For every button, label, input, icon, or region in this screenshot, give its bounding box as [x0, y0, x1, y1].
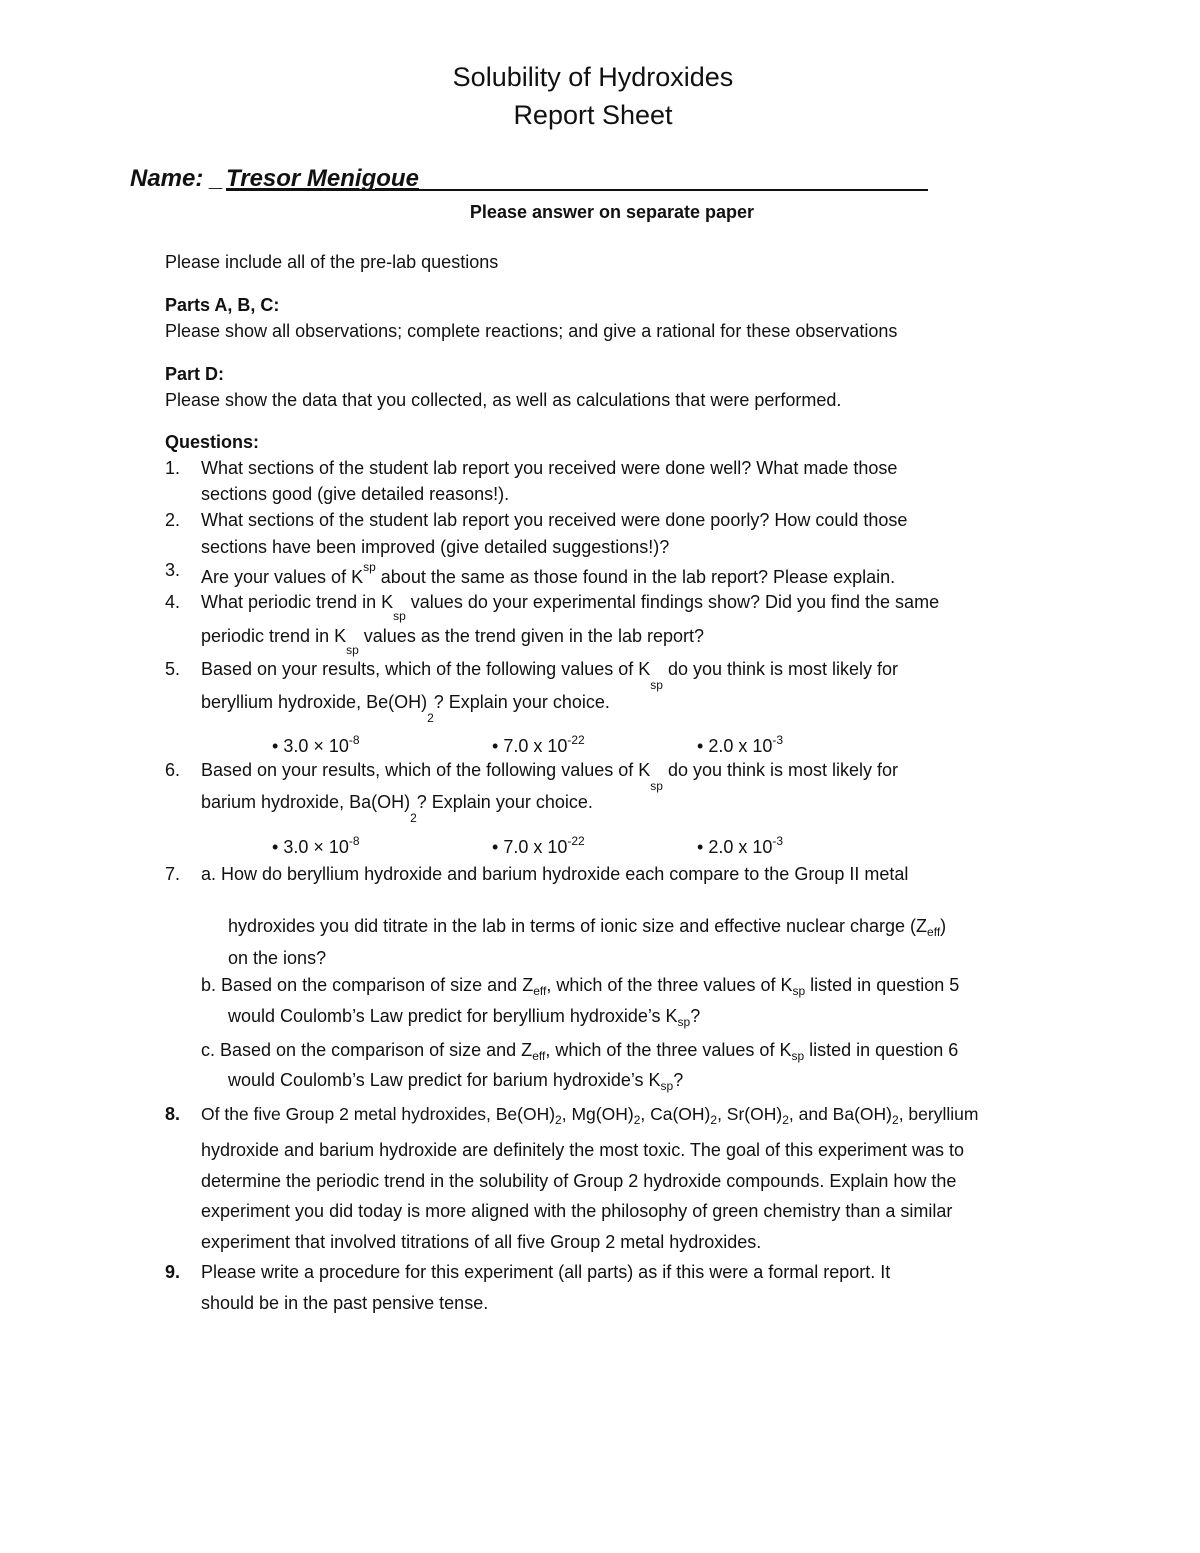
q5-part-d: ? Explain your choice.	[433, 692, 610, 712]
part-d-heading: Part D:	[165, 364, 225, 384]
q1-line-2: sections good (give detailed reasons!).	[201, 484, 510, 504]
option-base: 3.0 × 10	[283, 736, 349, 756]
q7c-subscript-1: eff	[532, 1049, 546, 1063]
q4-part-a: What periodic trend in K	[201, 592, 394, 612]
q8-subscript: 2	[892, 1113, 899, 1127]
q4-line-1	[201, 592, 939, 623]
q5-line-2	[201, 692, 610, 725]
q7b-part-d: would Coulomb’s Law predict for beryllium hydroxide’s K	[228, 1006, 678, 1026]
bullet: •	[272, 837, 279, 857]
q4-number: 4.	[165, 592, 181, 612]
instruction: Please answer on separate paper	[469, 202, 755, 222]
bullet: •	[492, 837, 499, 857]
q7a-subscript: eff	[927, 925, 941, 939]
option-base: 7.0 x 10	[503, 837, 568, 857]
q8-line-5: experiment that involved titrations of all five Group 2 metal hydroxides.	[201, 1232, 762, 1252]
q8-part-c: , Ca(OH)	[640, 1104, 711, 1124]
q5-subscript-2: 2	[427, 711, 434, 725]
q8-number: 8.	[165, 1104, 181, 1124]
name-value: Tresor Menigoue	[226, 165, 419, 192]
q5-part-a: Based on your results, which of the following values of K	[201, 659, 651, 679]
q3-part-2: about the same as those found in the lab report? Please explain.	[375, 567, 896, 587]
q9-line-1: Please write a procedure for this experiment (all parts) as if this were a formal report. It	[201, 1262, 891, 1282]
q9-number: 9.	[165, 1262, 181, 1282]
q5-subscript: sp	[650, 678, 663, 692]
questions-heading: Questions:	[165, 432, 260, 452]
q8-line-4: experiment you did today is more aligned with the philosophy of green chemistry than a similar	[201, 1201, 953, 1221]
q6-part-a: Based on your results, which of the following values of K	[201, 760, 651, 780]
q7b-part-e: ?	[690, 1006, 701, 1026]
option-exponent: -22	[567, 733, 585, 747]
title-line-2: Report Sheet	[513, 100, 673, 130]
q7c-line-1	[201, 1040, 958, 1063]
q6-option-3	[697, 834, 783, 858]
q6-line-2	[201, 792, 593, 825]
option-base: 3.0 × 10	[283, 837, 349, 857]
q7c-part-d: would Coulomb’s Law predict for barium hydroxide’s K	[228, 1070, 661, 1090]
q7a-end: )	[940, 916, 947, 936]
q7-number: 7.	[165, 864, 181, 884]
option-exponent: -8	[348, 733, 360, 747]
q3-subscript: sp	[363, 560, 376, 574]
q8-line-2: hydroxide and barium hydroxide are definitely the most toxic. The goal of this experiment was to	[201, 1140, 965, 1160]
q6-line-1	[201, 760, 898, 793]
q1-line-1: What sections of the student lab report you received were done well? What made those	[201, 458, 898, 478]
q6-part-d: ? Explain your choice.	[416, 792, 593, 812]
q7a-text: hydroxides you did titrate in the lab in terms of ionic size and effective nuclear charge (Z	[228, 916, 928, 936]
q6-part-c: barium hydroxide, Ba(OH)	[201, 792, 411, 812]
parts-abc-heading: Parts A, B, C:	[165, 295, 280, 315]
bullet: •	[697, 736, 704, 756]
q5-option-1	[272, 733, 360, 757]
q5-line-1	[201, 659, 898, 692]
q8-subscript: 2	[782, 1113, 789, 1127]
q4-part-c: periodic trend in K	[201, 626, 347, 646]
prelab-text: Please include all of the pre-lab questions	[165, 252, 499, 272]
q7c-subscript-2: sp	[791, 1049, 805, 1063]
title-line-1: Solubility of Hydroxides	[452, 62, 734, 92]
q8-part-b: , Mg(OH)	[561, 1104, 634, 1124]
q6-option-2	[492, 834, 585, 858]
q7b-part-a: b. Based on the comparison of size and Z	[201, 975, 534, 995]
q7b-part-c: listed in question 5	[805, 975, 960, 995]
q4-part-d: values as the trend given in the lab report?	[358, 626, 704, 646]
bullet: •	[492, 736, 499, 756]
q8-part-a: Of the five Group 2 metal hydroxides, Be(OH)	[201, 1104, 556, 1124]
part-d-text: Please show the data that you collected, as well as calculations that were performed.	[165, 390, 842, 410]
q6-number: 6.	[165, 760, 181, 780]
q6-part-b: do you think is most likely for	[662, 760, 899, 780]
q6-subscript: sp	[650, 779, 663, 793]
q7a-line-2	[228, 916, 946, 939]
q7c-part-a: c. Based on the comparison of size and Z	[201, 1040, 533, 1060]
q4-line-2	[201, 626, 704, 657]
q7b-subscript-1: eff	[533, 984, 547, 998]
q2-line-2: sections have been improved (give detailed suggestions!)?	[201, 537, 670, 557]
option-base: 2.0 x 10	[708, 837, 773, 857]
q8-part-d: , Sr(OH)	[717, 1104, 783, 1124]
q7c-part-c: listed in question 6	[804, 1040, 959, 1060]
q8-subscript: 2	[633, 1113, 641, 1127]
q8-subscript: 2	[555, 1113, 562, 1127]
q7b-line-1	[201, 975, 959, 998]
parts-abc-text: Please show all observations; complete reactions; and give a rational for these observations	[165, 321, 898, 341]
q8-part-e: , and Ba(OH)	[788, 1104, 892, 1124]
bullet: •	[272, 736, 279, 756]
q5-part-b: do you think is most likely for	[662, 659, 899, 679]
q2-number: 2.	[165, 510, 181, 530]
q5-option-3	[697, 733, 783, 757]
q7b-line-2	[228, 1006, 700, 1029]
q2-line-1: What sections of the student lab report you received were done poorly? How could those	[201, 510, 908, 530]
bullet: •	[697, 837, 704, 857]
q9-line-2: should be in the past pensive tense.	[201, 1293, 489, 1313]
q8-line-3: determine the periodic trend in the solubility of Group 2 hydroxide compounds. Explain how the	[201, 1171, 957, 1191]
q4-part-b: values do your experimental findings show? Did you find the same	[405, 592, 940, 612]
option-exponent: -3	[772, 834, 784, 848]
q7a-line-1: a. How do beryllium hydroxide and barium hydroxide each compare to the Group II metal	[201, 864, 909, 884]
option-exponent: -22	[567, 834, 585, 848]
name-label: Name: _	[130, 165, 224, 192]
q4-subscript-1: sp	[393, 609, 406, 623]
q1-number: 1.	[165, 458, 181, 478]
q7a-line-3: on the ions?	[228, 948, 327, 968]
q5-part-c: beryllium hydroxide, Be(OH)	[201, 692, 428, 712]
q3-number: 3.	[165, 560, 181, 580]
q7c-part-e: ?	[673, 1070, 684, 1090]
q7c-subscript-3: sp	[660, 1079, 674, 1093]
option-exponent: -8	[348, 834, 360, 848]
option-base: 7.0 x 10	[503, 736, 568, 756]
q7b-subscript-2: sp	[792, 984, 806, 998]
q7c-line-2	[228, 1070, 683, 1093]
q7c-part-b: , which of the three values of K	[545, 1040, 792, 1060]
option-exponent: -3	[772, 733, 784, 747]
q6-option-1	[272, 834, 360, 858]
q7b-subscript-3: sp	[677, 1015, 691, 1029]
option-base: 2.0 x 10	[708, 736, 773, 756]
name-underline	[226, 189, 928, 191]
q8-subscript: 2	[710, 1113, 718, 1127]
q4-subscript-2: sp	[346, 643, 359, 657]
q8-part-f: , beryllium	[898, 1104, 979, 1124]
q7b-part-b: , which of the three values of K	[546, 975, 793, 995]
q6-subscript-2: 2	[410, 811, 417, 825]
q5-number: 5.	[165, 659, 181, 679]
q3-part-1: Are your values of K	[201, 567, 364, 587]
q3-text	[201, 560, 895, 588]
q8-line-1	[201, 1104, 978, 1127]
q5-option-2	[492, 733, 585, 757]
